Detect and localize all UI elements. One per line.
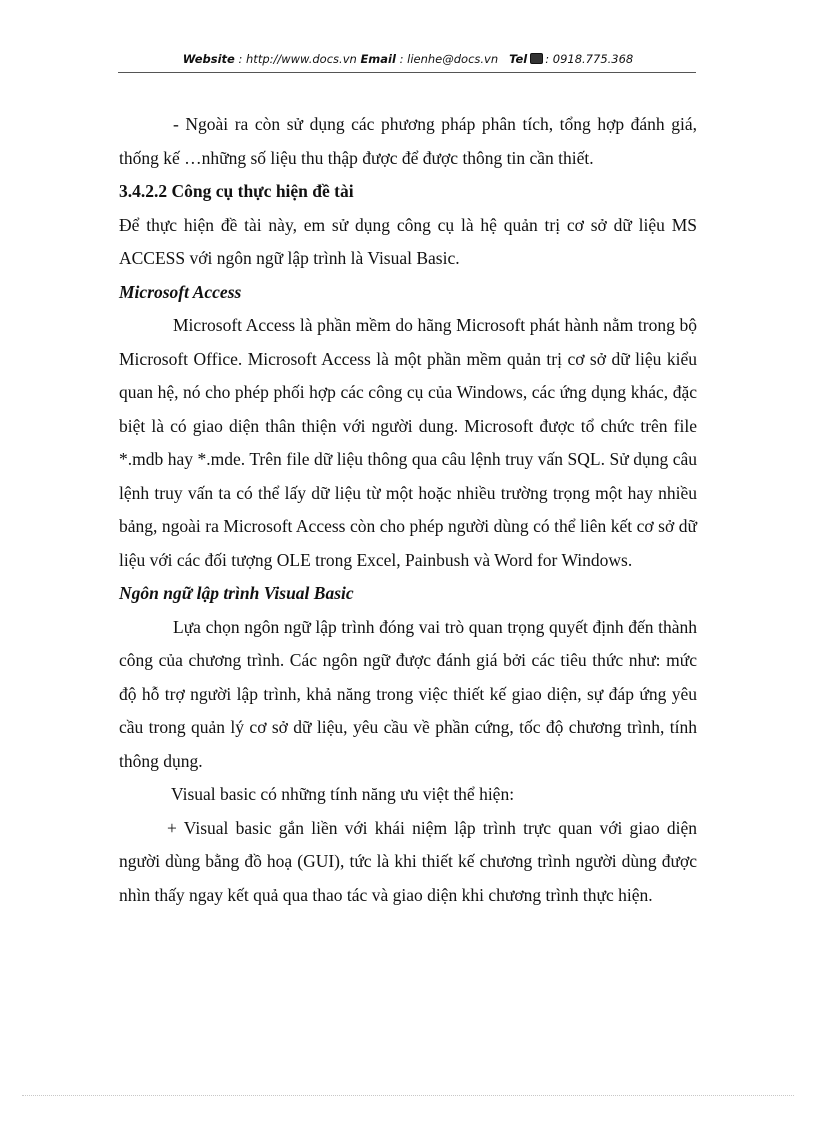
footer-divider (22, 1095, 794, 1096)
phone-icon (530, 53, 543, 64)
paragraph-vb-features: Visual basic có những tính năng ưu việt thể hiện: (171, 784, 515, 804)
paragraph-access: Microsoft Access là phần mềm do hãng Microsoft phát hành nằm trong bộ Microsoft Office. Microsoft Access là một phần mềm quản trị cơ sở dữ liệu kiểu quan hệ, nó cho phép phối hợp các công cụ của Windows, các ứng dụng khác, đặc biệt là có giao diện thân thiện với người dung. Microsoft được tổ chức trên file *.mdb hay *.mde. Trên file dữ liệu thông qua câu lệnh truy vấn SQL. Sử dụng câu lệnh truy vấn ta có thể lấy dữ liệu từ một hoặc nhiều trường trọng một hay nhiều bảng, ngoài ra Microsoft Access còn cho phép người dùng có thể liên kết cơ sở dữ liệu với các đối tượng OLE trong Excel, Painbush và Word for Windows. (119, 315, 697, 570)
tel-label: Tel (509, 52, 528, 66)
email-label: Email (360, 52, 396, 66)
paragraph-tools: Để thực hiện đề tài này, em sử dụng công cụ là hệ quản trị cơ sở dữ liệu MS ACCESS với ngôn ngữ lập trình là Visual Basic. (119, 214, 697, 268)
tel-value: : 0918.775.368 (545, 52, 634, 66)
paragraph-methods: - Ngoài ra còn sử dụng các phương pháp phân tích, tổng hợp đánh giá, thống kế …những số liệu thu thập được để được thông tin cần thiết. (119, 114, 697, 168)
section-heading: 3.4.2.2 Công cụ thực hiện đề tài (119, 181, 354, 201)
header-divider (118, 72, 696, 73)
subheading-access: Microsoft Access (119, 281, 242, 302)
website-url[interactable]: http://www.docs.vn (246, 52, 357, 66)
website-separator: : (234, 52, 247, 66)
page-header (0, 52, 816, 66)
paragraph-vb-gui: + Visual basic gắn liền với khái niệm lập trình trực quan với giao diện người dùng bằng đồ hoạ (GUI), tức là khi thiết kế chương trình người dùng được nhìn thấy ngay kết quả qua thao tác và giao diện khi chương trình thực hiện. (119, 817, 697, 905)
website-label: Website (182, 52, 235, 66)
subheading-vb: Ngôn ngữ lập trình Visual Basic (119, 583, 354, 603)
page-content (119, 108, 697, 912)
paragraph-vb-choice: Lựa chọn ngôn ngữ lập trình đóng vai trò quan trọng quyết định đến thành công của chương trình. Các ngôn ngữ được đánh giá bởi các tiêu thức như: mức độ hỗ trợ người lập trình, khả năng trong việc thiết kế giao diện, sự đáp ứng yêu cầu trong quản lý cơ sở dữ liệu, yêu cầu về phần cứng, tốc độ chương trình, tính thông dụng. (119, 616, 697, 771)
email-value[interactable]: lienhe@docs.vn (407, 52, 499, 66)
email-separator: : (395, 52, 408, 66)
